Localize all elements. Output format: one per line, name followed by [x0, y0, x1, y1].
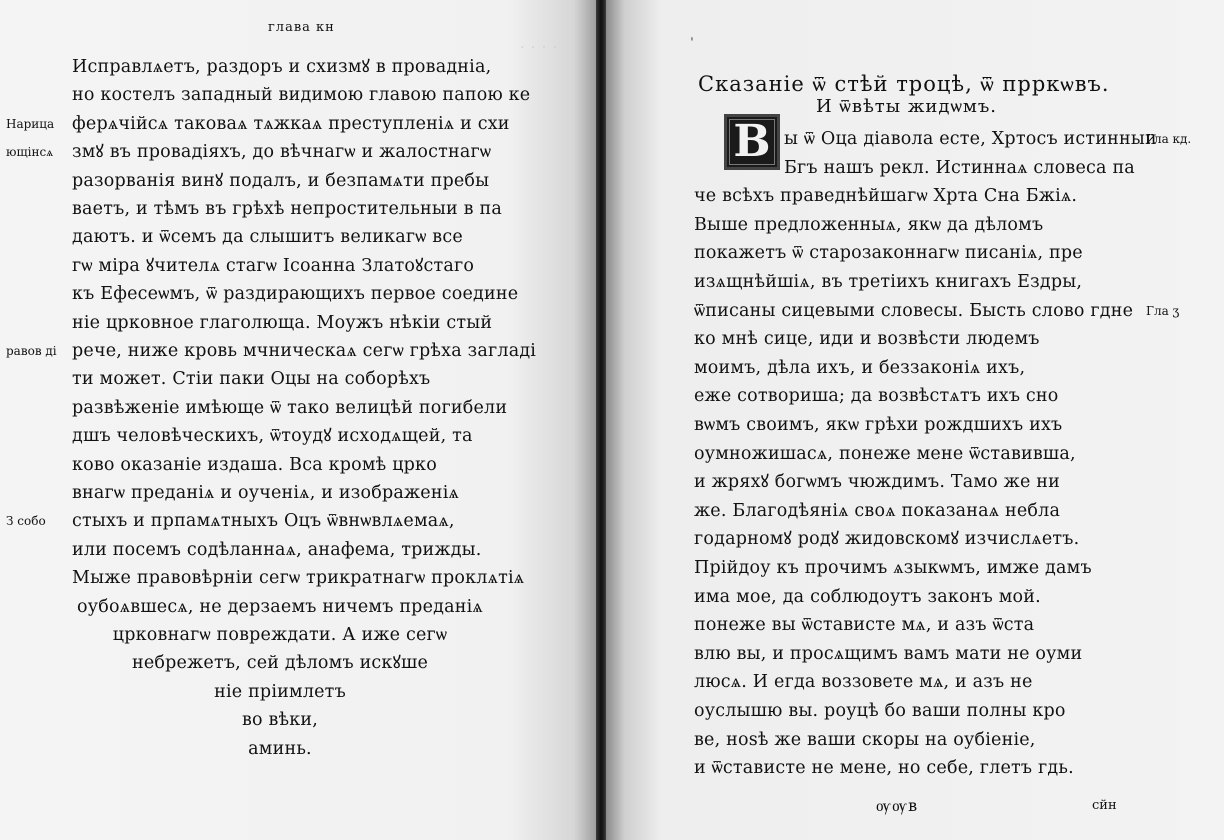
left-text-line: или посемъ содѣланнаѧ, анафема, трижды. [72, 539, 482, 560]
left-text-line: разорванія винꙋ подалъ, и безпамѧти пребы [72, 170, 490, 191]
left-text-line: ваетъ, и тѣмъ въ грѣхѣ непростительныи в па [72, 199, 502, 219]
left-text-line: змꙋ въ провадіяхъ, до вѣчнагѡ и жалостнагѡ [72, 142, 492, 163]
right-text-line: Прійдоу къ прочимъ ѧзыкѡмъ, имже дамъ [694, 558, 1092, 578]
left-text-line: стыхъ и прпамѧтныхъ Оцъ ѿвнѡвлѧемаѧ, [72, 511, 455, 532]
right-text-line: че всѣхъ праведнѣйшагѡ Хрта Сна Бжіѧ. [694, 186, 1078, 207]
left-text-line: гѡ міра ꙋчителѧ стагѡ Ісоанна Златоꙋстаго [72, 255, 475, 276]
left-text-line: црковнагѡ повреждати. А иже сегѡ [112, 625, 448, 645]
right-text-line: понеже вы ѿстависте мѧ, и азъ ѿста [694, 615, 1035, 636]
margin-note: Гла кд. [1146, 132, 1192, 146]
right-text-line: има мое, да соблюдоутъ законъ мой. [694, 586, 1041, 607]
left-text-line: Мыже правовѣрніи сегѡ трикратнагѡ проклѧтіѧ [72, 568, 525, 589]
right-text-line: изѧщнѣйшіѧ, въ третіихъ книгахъ Ездры, [694, 272, 1083, 292]
section-title: Сказаніе ѿ стѣй троцѣ, ѿ прркѡвъ. [698, 72, 1110, 96]
left-text-line: во вѣки, [241, 710, 319, 731]
left-page-header: глава кн [268, 20, 335, 35]
ink-mark: ˈ [690, 36, 694, 52]
right-text-line: моимъ, дѣла ихъ, и беззаконіѧ ихъ, [694, 357, 1026, 378]
left-text-line: рече, ниже кровь мчническаѧ сегѡ грѣха загладі [72, 341, 537, 361]
left-text-line: ніе црковное глаголюща. Моужъ нѣкіи стый [72, 312, 493, 333]
right-text-line: ко мнѣ сице, иди и возвѣсти людемъ [694, 329, 1040, 350]
margin-note: З собо [6, 514, 46, 529]
left-text-line: къ Ефесеѡмъ, ѿ раздирающихъ первое соедине [72, 284, 519, 305]
right-text-line: покажетъ ѿ старозаконнагѡ писаніѧ, пре [694, 243, 1083, 264]
margin-note: Гла ӡ [1146, 303, 1180, 318]
left-text-line: развѣженіе имѣюще ѿ тако велицѣй погибели [72, 397, 508, 418]
left-text-line: Исправлѧетъ, раздоръ и схизмꙋ в провадніа, [72, 57, 492, 77]
right-text-line: ы ѿ Оца діавола есте, Хртосъ истинныи [784, 129, 1157, 149]
bleed-through-text: · · · · [520, 40, 559, 56]
margin-note: Нарица [6, 116, 55, 131]
right-text-line: Бгъ нашъ рекл. Истиннаѧ словеса па [784, 157, 1135, 178]
right-text-line: влю вы, и просѧщимъ вамъ мати не оуми [694, 643, 1083, 664]
right-text-line: вѡмъ своимъ, якѡ грѣхи рождшихъ ихъ [694, 415, 1063, 435]
left-text-line: небрежетъ, сей дѣломъ искꙋше [131, 653, 429, 674]
left-text-line: дшъ человѣческихъ, ѿтоудꙋ исходѧщей, та [72, 426, 473, 447]
margin-note: равов ді [6, 344, 57, 358]
right-text-line: и ѿстависте не мене, но себе, глетъ гдь. [694, 758, 1074, 779]
right-page [606, 0, 1224, 840]
left-text-line: ти может. Стіи паки Оцы на соборѣхъ [72, 369, 431, 390]
left-text-line: даютъ. и ѿсемъ да слышитъ великагѡ все [72, 227, 463, 248]
margin-note: ющінсѧ [6, 145, 54, 160]
right-text-line: еже сотвориша; да возвѣстѧтъ ихъ сно [694, 386, 1059, 407]
right-text-line: же. Благодѣяніѧ своѧ показанаѧ небла [694, 500, 1061, 521]
left-text-line: ферѧчійсѧ таковаѧ тѧжкаѧ преступленіѧ и схи [72, 113, 510, 134]
right-text-line: люсѧ. И егда воззовете мѧ, и азъ не [694, 672, 1033, 693]
page-signature-number: ѹѹв [876, 796, 920, 815]
right-text-line: и жряхꙋ богѡмъ чюждимъ. Тамо же ни [694, 472, 1061, 493]
section-subtitle: И ѿвѣты жидѡмъ. [816, 96, 998, 117]
left-text-line: но костелъ западный видимою главою папою ке [72, 85, 531, 106]
decorated-initial: В [724, 114, 780, 170]
left-text-line: аминь. [248, 738, 312, 759]
catchword: сйн [1092, 798, 1117, 813]
left-text-line: ково оказаніе издаша. Вса кромѣ црко [72, 454, 437, 475]
left-text-line: ніе пріимлетъ [214, 681, 346, 702]
right-text-line: ве, ноѕѣ же ваши скоры на оубіеніе, [694, 729, 1036, 750]
right-text-line: Выше предложенныѧ, якѡ да дѣломъ [694, 214, 1044, 235]
right-text-line: ѿписаны сицевыми словесы. Бысть слово гдне [694, 300, 1134, 321]
left-page [0, 0, 598, 840]
left-text-line: оубоѧвшесѧ, не дерзаемъ ничемъ преданіѧ [77, 596, 483, 617]
left-text-line: внагѡ преданіѧ и оученіѧ, и изображеніѧ [72, 483, 460, 503]
right-text-line: оуслышю вы. роуцѣ бо ваши полны кро [694, 701, 1066, 721]
right-text-line: годарномꙋ родꙋ жидовскомꙋ изчислѧетъ. [694, 529, 1080, 550]
right-text-line: оумножишасѧ, понеже мене ѿставивша, [694, 443, 1076, 464]
